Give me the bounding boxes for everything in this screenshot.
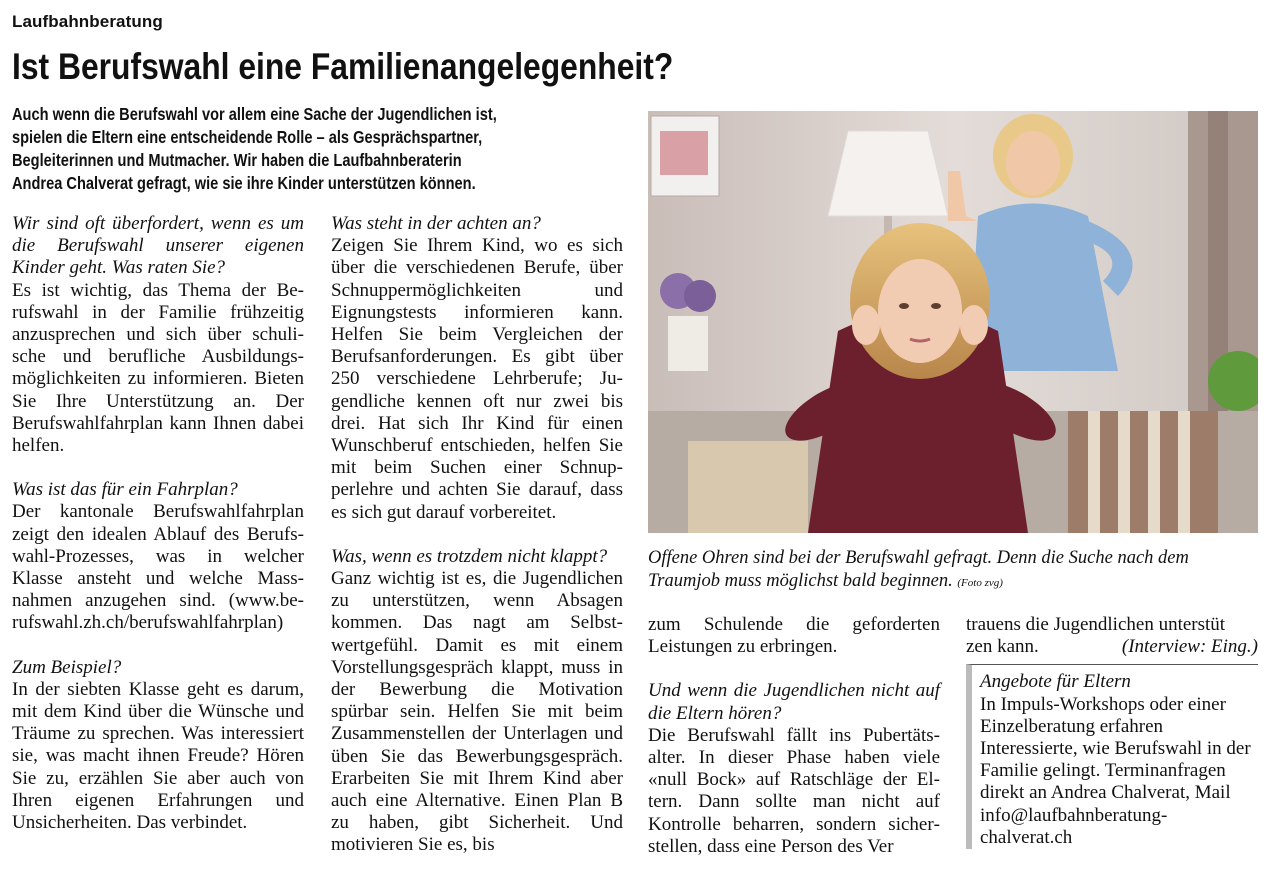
info-box-title: Angebote für Eltern xyxy=(980,671,1131,693)
photo-illustration xyxy=(648,111,1258,533)
interview-question: Was ist das für ein Fahrplan? xyxy=(12,479,238,501)
interview-question: Zum Beispiel? xyxy=(12,656,122,678)
text-column-3 xyxy=(648,614,940,858)
lead-line: Auch wenn die Berufswahl vor allem eine Sache der Jugendlichen ist, xyxy=(12,104,497,124)
interview-answer: trauens die Jugendlichen unterstüt xyxy=(966,614,1226,635)
article-photo xyxy=(648,111,1258,533)
interview-answer: zum Schulende die geforderten Leistungen zu erbringen. xyxy=(648,614,940,658)
interview-answer: Zeigen Sie Ihrem Kind, wo es sich über die verschiedenen Berufe, über Schnuppermöglichkeiten und Eignungstests informieren kann. Helfen Sie beim Vergleichen der Berufsanforderungen. Es gibt über 250 verschiedene Lehrberufe; Jugendliche kennen oft nur zwei bis drei. Hat sich Ihr Kind für einen Wunschberuf entschieden, helfen Sie mit beim Suchen einer Schnupperlehre und achten Sie darauf, dass es sich gut darauf vorbereitet. xyxy=(331,235,623,523)
info-box-text: In Impuls-Workshops oder einer Einzelberatung erfahren Interessierte, wie Berufswahl in der Familie gelingt. Terminanfragen direkt an Andrea Chalverat, Mail info@laufbahnberatung-chalverat.ch xyxy=(980,693,1251,848)
photo-caption xyxy=(648,547,1263,595)
text-column-2 xyxy=(331,213,623,857)
text-column-1 xyxy=(12,213,304,834)
interview-question: Und wenn die Jugendlichen nicht auf die Eltern hören? xyxy=(648,680,940,724)
info-box xyxy=(966,664,1258,849)
interview-answer: Es ist wichtig, das Thema der Berufswahl in der Familie frühzeitig anzusprechen und sich über schulische und berufliche Ausbildungsmöglichkeiten zu informieren. Bieten Sie Ihre Unterstützung an. Der Berufswahlfahrplan kann Ihnen dabei helfen. xyxy=(12,279,304,457)
caption-line xyxy=(648,570,1263,595)
lead-line: spielen die Eltern eine entscheidende Rolle – als Gesprächspartner, xyxy=(12,127,483,147)
interview-answer: Der kantonale Berufswahlfahrplan zeigt den idealen Ablauf des Berufswahl-Prozesses, was in welcher Klasse ansteht und welche Massnahmen anzugehen sind. (www.berufswahl.zh.ch/berufswahlfahrplan) xyxy=(12,501,304,634)
text-column-4 xyxy=(966,614,1258,849)
interview-question: Was steht in der achten an? xyxy=(331,213,541,234)
interview-answer: In der siebten Klasse geht es darum, mit dem Kind über die Wünsche und Träume zu sprechen. Was interessiert sie, was macht ihnen Freude? Hören Sie zu, erzählen Sie aber auch von Ihren eigenen Erfahrungen und Unsicherheiten. Das verbindet. xyxy=(12,678,304,834)
caption-line: Offene Ohren sind bei der Berufswahl gefragt. Denn die Suche nach dem xyxy=(648,548,1189,568)
interview-answer: Die Berufswahl fällt ins Pubertätsalter. In dieser Phase haben viele «null Bock» auf Ratschläge der Eltern. Dann sollte man nicht auf Kontrolle beharren, sondern sicherstellen, dass eine Person des Ver xyxy=(648,724,940,857)
interview-question: Wir sind oft überfordert, wenn es um die Berufswahl unserer eigenen Kinder geht. Was raten Sie? xyxy=(12,213,304,279)
section-kicker: Laufbahnberatung xyxy=(12,12,163,31)
lead-line: Begleiterinnen und Mutmacher. Wir haben die Laufbahnberaterin xyxy=(12,150,462,170)
byline: (Interview: Eing.) xyxy=(1121,636,1258,658)
photo-credit: (Foto zvg) xyxy=(957,577,1003,589)
byline-row xyxy=(966,636,1258,658)
interview-answer-end: zen kann. xyxy=(966,636,1039,658)
article-headline: Ist Berufswahl eine Familienangelegenheit? xyxy=(12,46,674,87)
article-lead xyxy=(12,103,613,195)
interview-answer: Ganz wichtig ist es, die Jugendlichen zu unterstützen, wenn Absagen kommen. Das nagt am Selbstwertgefühl. Damit es mit einem Vorstellungsgespräch klappt, muss in der Bewerbung die Motivation spürbar sein. Helfen Sie mit beim Zusammenstellen der Unterlagen und üben Sie das Bewerbungsgespräch. Erarbeiten Sie mit Ihrem Kind aber auch eine Alternative. Einen Plan B zu haben, gibt Sicherheit. Und motivieren Sie es, bis xyxy=(331,568,623,856)
caption-text: Traumjob muss möglichst bald beginnen. xyxy=(648,571,953,591)
lead-line: Andrea Chalverat gefragt, wie sie ihre Kinder unterstützen können. xyxy=(12,173,476,193)
interview-question: Was, wenn es trotzdem nicht klappt? xyxy=(331,545,608,567)
